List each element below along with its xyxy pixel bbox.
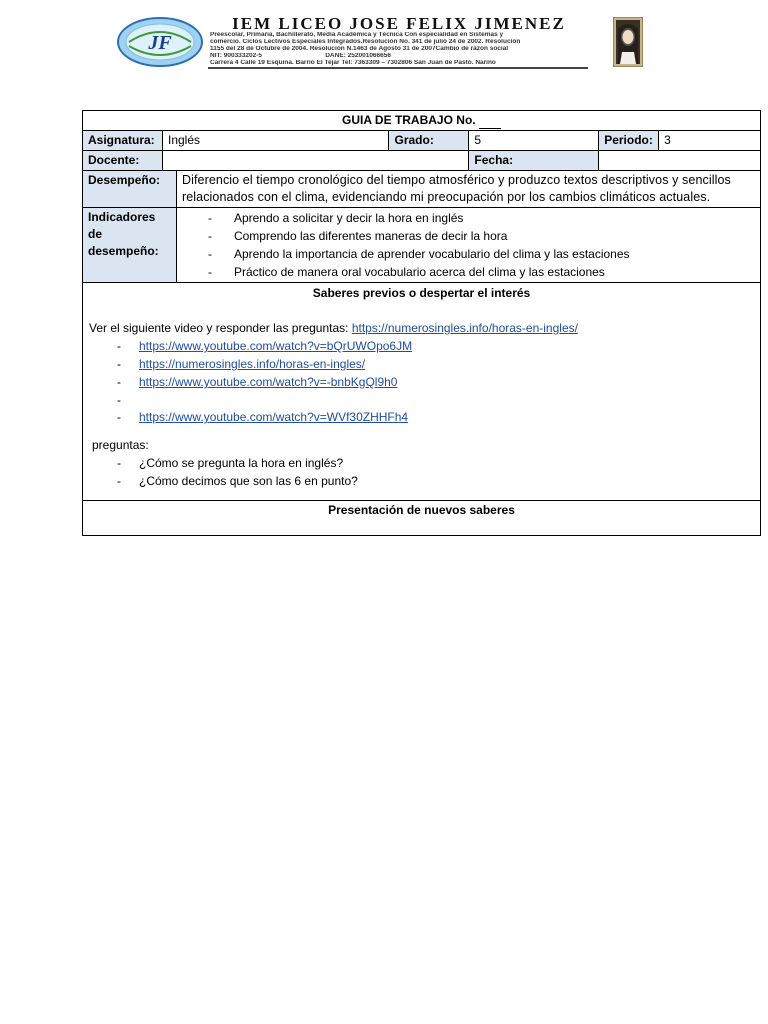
indicadores-cell: [176, 208, 760, 283]
indicadores-label-line: Indicadores: [88, 210, 156, 224]
indicador-item: - Comprendo las diferentes maneras de decir la hora: [202, 227, 755, 245]
indicador-item: - Aprendo a solicitar y decir la hora en inglés: [202, 209, 755, 227]
saberes-previos-cell: [83, 283, 761, 501]
desempeno-label: Desempeño:: [83, 171, 177, 208]
school-header: [113, 14, 643, 70]
docente-value[interactable]: [162, 151, 468, 171]
preguntas-list: [89, 454, 754, 490]
info-line: NIT: 900333202-5 DANE: 252001066656: [210, 52, 392, 59]
nuevos-saberes-cell: [83, 501, 761, 536]
fecha-label: Fecha:: [469, 151, 599, 171]
desempeno-text: Diferencio el tiempo cronológico del tiempo atmosférico y produzco textos descriptivos y sencillos relacionados con el clima, evidenciando mi preocupación por los cambios climáticos actuales.: [176, 171, 760, 208]
info-line: comercio. Ciclos Lectivos Especiales Integrados.Resolución No. 341 de julio 24 de 2002. Resolución: [210, 38, 521, 45]
school-name: IEM LICEO JOSE FELIX JIMENEZ: [232, 14, 566, 33]
spacer: [109, 391, 754, 408]
indicadores-list: [182, 209, 755, 281]
periodo-label: Periodo:: [599, 131, 659, 151]
saberes-heading: Saberes previos o despertar el interés: [312, 286, 531, 300]
guide-number-blank[interactable]: [479, 116, 501, 129]
pregunta-item: - ¿Cómo se pregunta la hora en inglés?: [109, 454, 754, 472]
guide-title: GUIA DE TRABAJO No.: [342, 113, 476, 127]
video-links-list: [89, 337, 754, 426]
docente-label: Docente:: [83, 151, 163, 171]
saberes-intro: [89, 320, 754, 337]
video-link[interactable]: https://www.youtube.com/watch?v=WVf30ZHHFh4: [139, 410, 409, 424]
pregunta-item: - ¿Cómo decimos que son las 6 en punto?: [109, 472, 754, 490]
info-line: 1155 del 28 de Octubre de 2004. Resolución N.1463 de Agosto 31 de 2007Cambio de razón social: [210, 45, 509, 52]
video-link[interactable]: https://www.youtube.com/watch?v=bQrUWOpo6JM: [139, 339, 413, 353]
video-link-item: [109, 337, 754, 355]
periodo-value[interactable]: 3: [659, 131, 761, 151]
school-info: [210, 32, 588, 67]
indicador-item: - Aprendo la importancia de aprender vocabulario del clima y las estaciones: [202, 245, 755, 263]
grado-label: Grado:: [389, 131, 469, 151]
video-link-item: [109, 408, 754, 426]
crest-letters: JF: [148, 32, 172, 54]
preguntas-label: preguntas:: [92, 438, 149, 452]
video-link-item: [109, 355, 754, 373]
founder-portrait-icon: [613, 17, 643, 67]
asignatura-value[interactable]: Inglés: [162, 131, 389, 151]
guide-title-cell: [83, 111, 761, 131]
header-rule: [208, 67, 588, 69]
asignatura-label: Asignatura:: [83, 131, 163, 151]
video-link-item: [109, 373, 754, 391]
grado-value[interactable]: 5: [469, 131, 599, 151]
info-line: Preescolar, Primaria, Bachillerato, Media Académica y Técnica Con especialidad en Sistemas y: [210, 32, 504, 38]
video-link[interactable]: https://numerosingles.info/horas-en-ingles/: [139, 357, 366, 371]
intro-link[interactable]: https://numerosingles.info/horas-en-ingles/: [351, 321, 578, 335]
work-guide-table: [82, 110, 761, 536]
video-link[interactable]: https://www.youtube.com/watch?v=-bnbKgQl9h0: [139, 375, 398, 389]
indicadores-label-line: desempeño:: [88, 244, 159, 258]
indicadores-label-line: de: [88, 227, 103, 241]
nuevos-heading: Presentación de nuevos saberes: [328, 503, 515, 517]
info-line: Carrera 4 Calle 19 Esquina. Barrio El Tejar Tel: 7363309 – 7302806 San Juan de Pasto. Nariño: [210, 59, 496, 66]
indicador-item: - Práctico de manera oral vocabulario acerca del clima y las estaciones: [202, 263, 755, 281]
indicadores-label: [83, 208, 177, 283]
school-crest-icon: [115, 16, 205, 68]
saberes-intro-text: Ver el siguiente video y responder las preguntas:: [89, 321, 352, 335]
fecha-value[interactable]: [599, 151, 761, 171]
